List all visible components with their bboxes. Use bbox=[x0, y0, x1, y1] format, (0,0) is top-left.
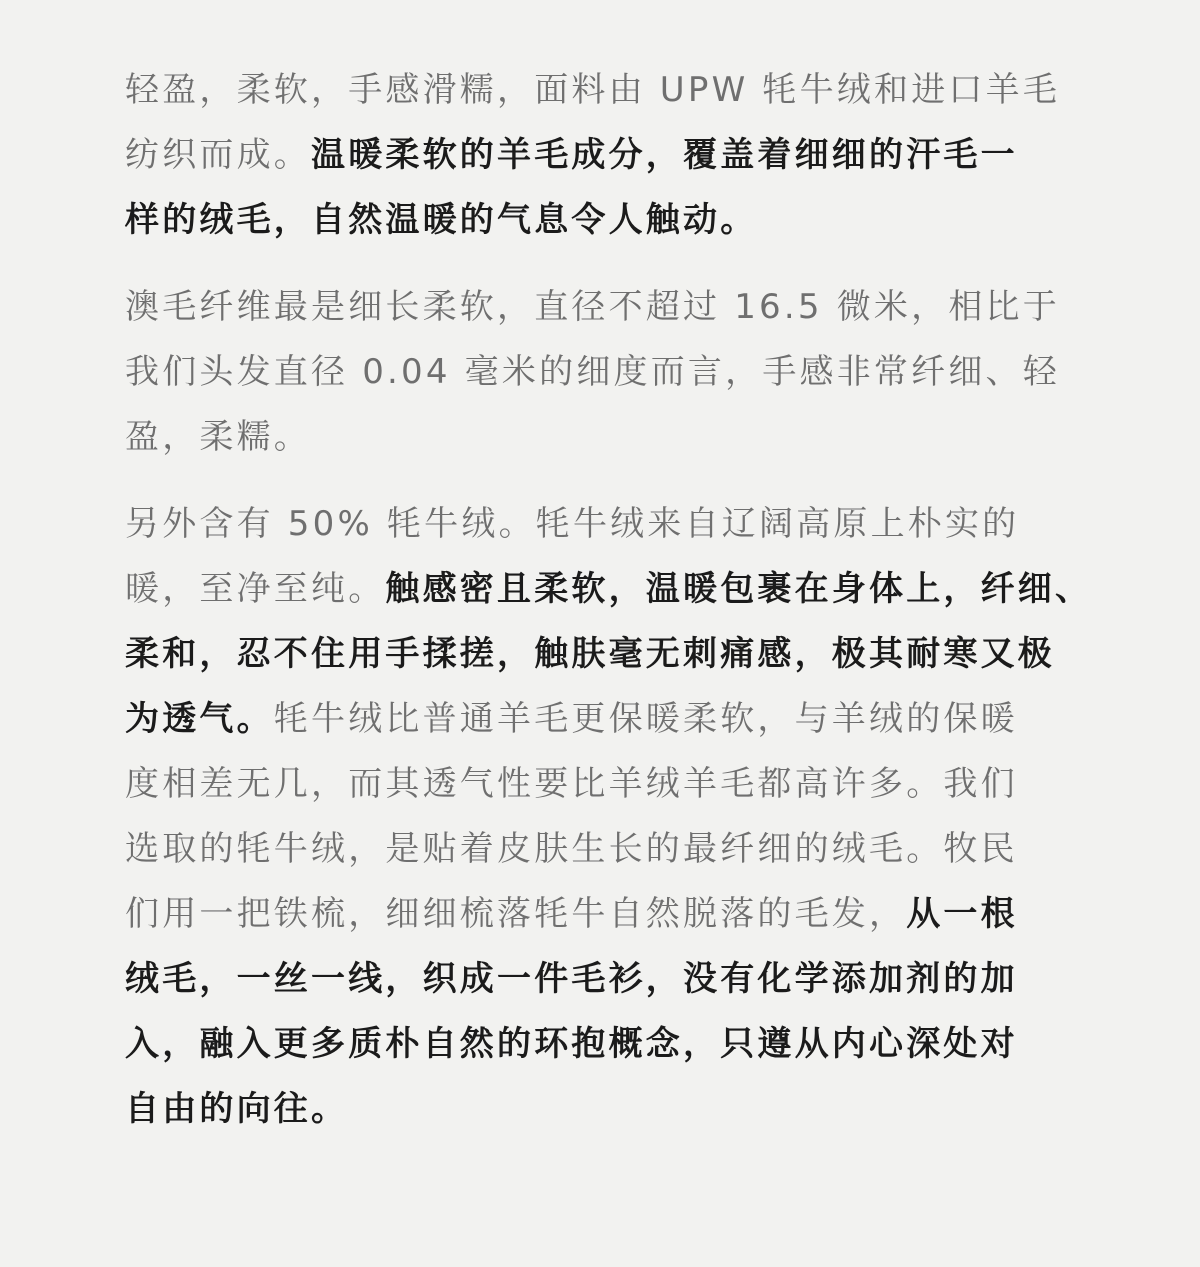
text-line bbox=[125, 1012, 1065, 1077]
text-line bbox=[125, 58, 1065, 123]
emphasis-text: 入，融入更多质朴自然的环抱概念，只遵从内心深处对 bbox=[125, 1024, 1018, 1064]
paragraph-wool-fiber bbox=[125, 275, 1065, 470]
text-line bbox=[125, 1077, 1065, 1142]
emphasis-text: 温暖柔软的羊毛成分，覆盖着细细的汗毛一 bbox=[311, 135, 1018, 175]
emphasis-text: 自由的向往。 bbox=[125, 1089, 349, 1129]
text-line bbox=[125, 557, 1093, 622]
body-text: 度相差无几，而其透气性要比羊绒羊毛都高许多。我们 bbox=[125, 764, 1018, 804]
text-line bbox=[125, 340, 1065, 405]
body-text: 我们头发直径 0.04 毫米的细度而言，手感非常纤细、轻 bbox=[125, 352, 1060, 392]
body-text: 盈，柔糯。 bbox=[125, 417, 311, 457]
emphasis-text: 从一根 bbox=[906, 894, 1018, 934]
paragraph-fabric bbox=[125, 58, 1065, 253]
emphasis-text: 柔和，忍不住用手揉搓，触肤毫无刺痛感，极其耐寒又极 bbox=[125, 634, 1055, 674]
text-line bbox=[125, 622, 1065, 687]
text-line bbox=[125, 188, 1065, 253]
text-line bbox=[125, 405, 1065, 470]
emphasis-text: 绒毛，一丝一线，织成一件毛衫，没有化学添加剂的加 bbox=[125, 959, 1018, 999]
emphasis-text: 样的绒毛，自然温暖的气息令人触动。 bbox=[125, 200, 758, 240]
body-text: 澳毛纤维最是细长柔软，直径不超过 16.5 微米，相比于 bbox=[125, 287, 1060, 327]
text-line bbox=[125, 882, 1065, 947]
text-line bbox=[125, 947, 1065, 1012]
paragraph-yak-wool bbox=[125, 492, 1093, 1142]
emphasis-text: 为透气。 bbox=[125, 699, 274, 739]
body-text: 纺织而成。 bbox=[125, 135, 311, 175]
emphasis-text: 触感密且柔软，温暖包裹在身体上，纤细、 bbox=[385, 569, 1093, 609]
text-line bbox=[125, 752, 1065, 817]
body-text: 们用一把铁梳，细细梳落牦牛自然脱落的毛发， bbox=[125, 894, 907, 934]
text-line bbox=[125, 687, 1065, 752]
body-text: 另外含有 50% 牦牛绒。牦牛绒来自辽阔高原上朴实的 bbox=[125, 504, 1020, 544]
text-line bbox=[125, 817, 1065, 882]
text-line bbox=[125, 275, 1065, 340]
body-text: 牦牛绒比普通羊毛更保暖柔软，与羊绒的保暖 bbox=[273, 699, 1018, 739]
body-text: 暖，至净至纯。 bbox=[125, 569, 386, 609]
text-line bbox=[125, 492, 1065, 557]
body-text: 选取的牦牛绒，是贴着皮肤生长的最纤细的绒毛。牧民 bbox=[125, 829, 1018, 869]
body-text: 轻盈，柔软，手感滑糯，面料由 UPW 牦牛绒和进口羊毛 bbox=[125, 70, 1061, 110]
text-line bbox=[125, 123, 1065, 188]
